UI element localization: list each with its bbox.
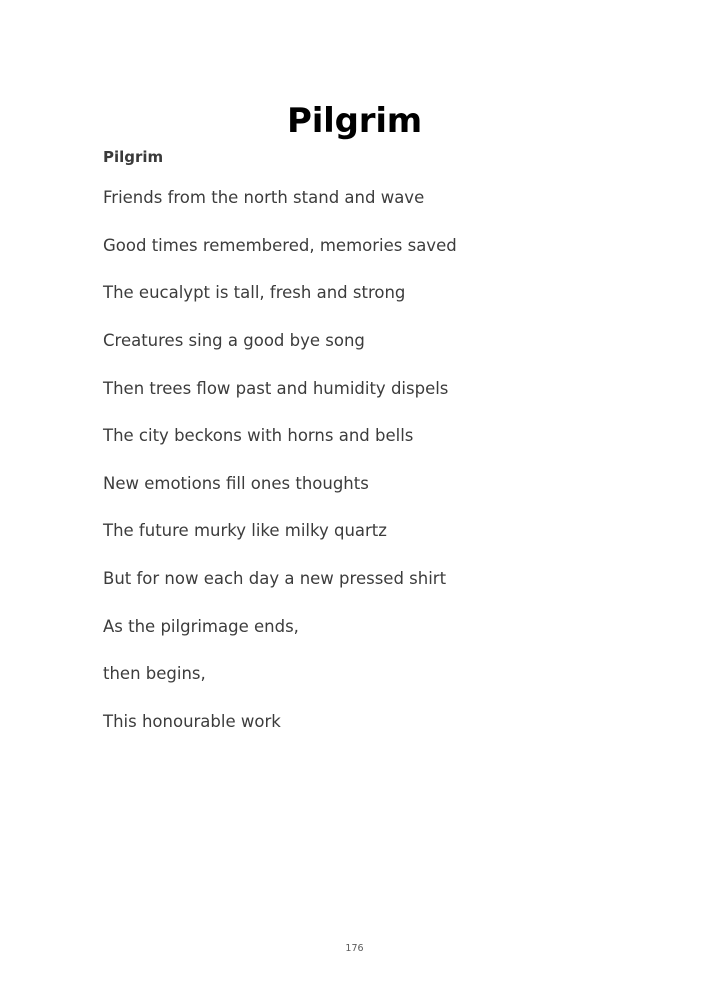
poem-line: then begins, (103, 664, 206, 684)
poem-subtitle: Pilgrim (103, 148, 164, 166)
poem-line: The eucalypt is tall, fresh and strong (103, 283, 406, 303)
page-title: Pilgrim (286, 100, 422, 141)
poem-line: As the pilgrimage ends, (103, 616, 299, 636)
page-number: 176 (345, 943, 364, 954)
poem-line: Creatures sing a good bye song (103, 330, 365, 350)
poem-line: Then trees flow past and humidity dispels (103, 378, 449, 398)
poem-line: New emotions fill ones thoughts (103, 473, 369, 493)
poem-line: But for now each day a new pressed shirt (103, 569, 447, 588)
poem-body (103, 148, 623, 733)
poem-line: This honourable work (103, 711, 281, 731)
poem-line: The city beckons with horns and bells (103, 426, 414, 446)
poem-line: The future murky like milky quartz (103, 521, 387, 541)
poem-line: Good times remembered, memories saved (103, 235, 457, 255)
poem-line: Friends from the north stand and wave (103, 188, 425, 207)
